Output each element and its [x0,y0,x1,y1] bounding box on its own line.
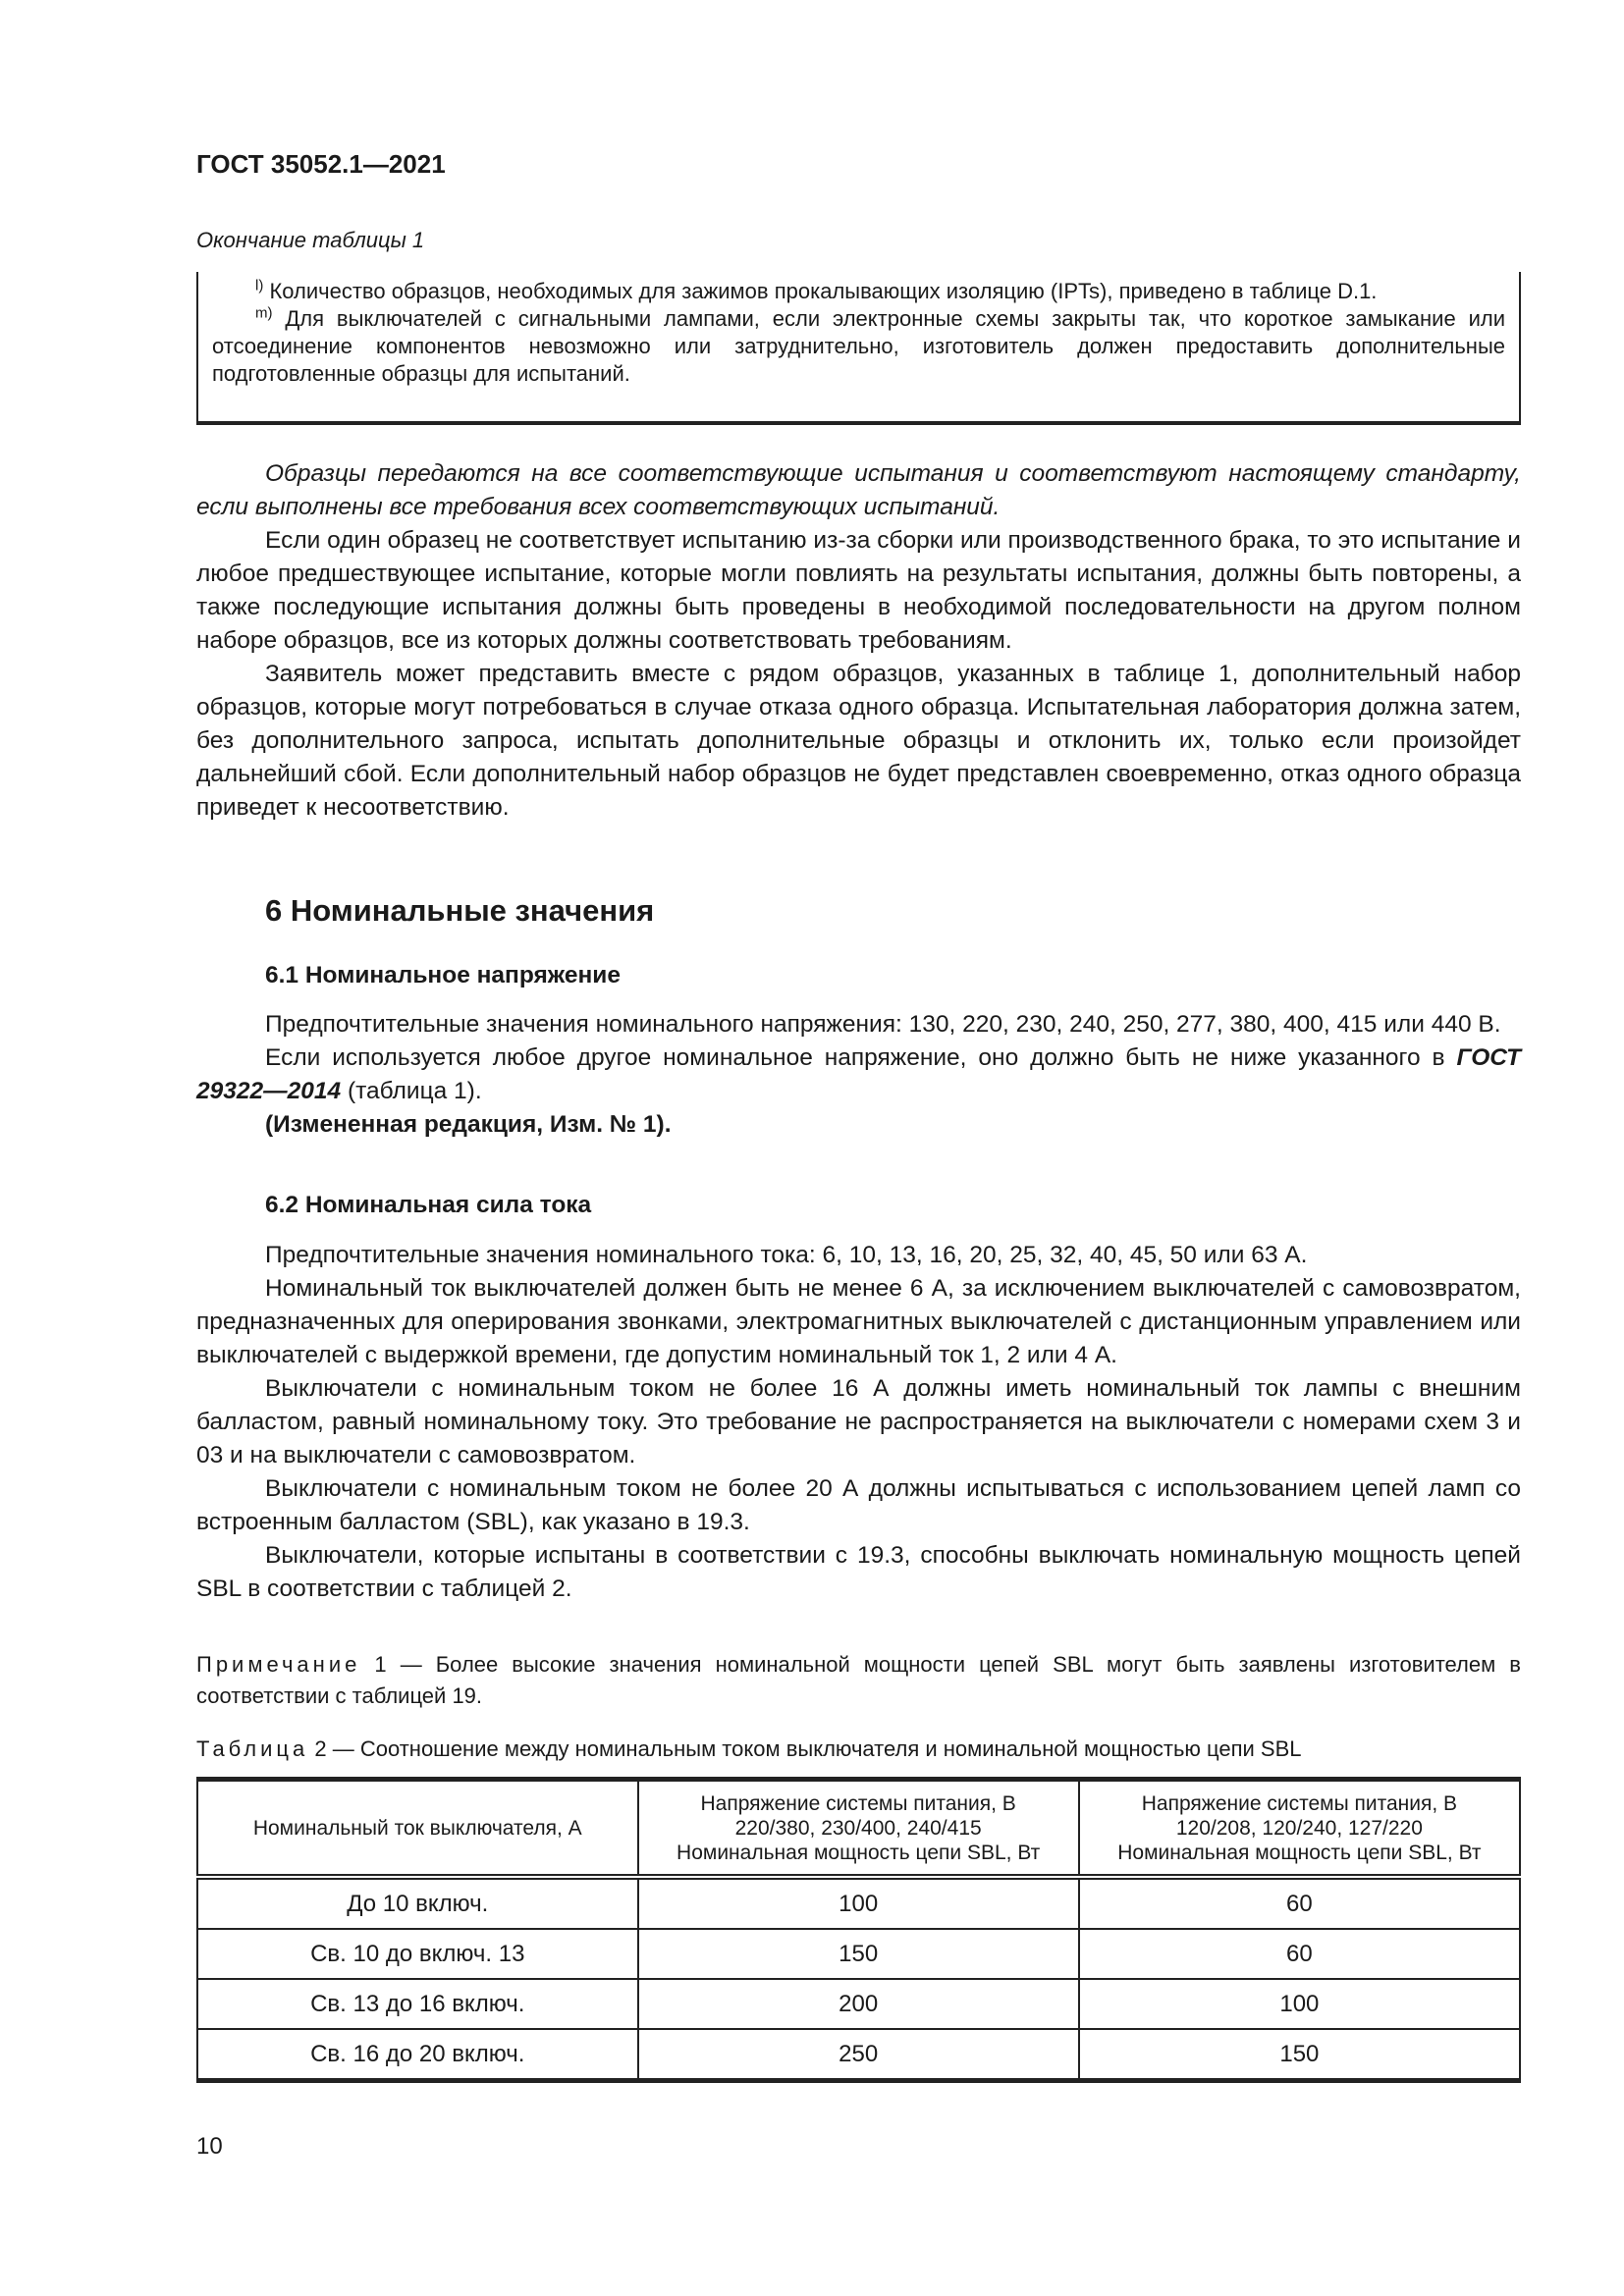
note-label: Примечание [196,1652,361,1677]
intro-text [196,457,1521,825]
table-cell: 60 [1079,1929,1520,1979]
section-6-2-text [196,1239,1521,1606]
table-cell: Св. 10 до включ. 13 [197,1929,638,1979]
footnote [212,305,1505,388]
note-text: 1 — Более высокие значения номинальной мощности цепей SBL могут быть заявлены изготовителем в соответствии с таблицей 19. [196,1652,1521,1708]
table-row [197,1979,1520,2029]
table-row [197,2029,1520,2079]
document-header: ГОСТ 35052.1—2021 [196,149,446,179]
table-row [197,1877,1520,1929]
footnote-text: Для выключателей с сигнальными лампами, если электронные схемы закрыты так, что короткое замыкание или отсоединение компонентов невозможно или затруднительно, изготовитель должен предоставить дополнительные подготовленные образцы для испытаний. [212,306,1505,386]
paragraph: Предпочтительные значения номинального напряжения: 130, 220, 230, 240, 250, 277, 380, 400, 415 или 440 В. [265,1011,1501,1038]
amendment-note: (Измененная редакция, Изм. № 1). [265,1111,672,1138]
table-2 [196,1777,1521,2083]
table-cell: 150 [638,1929,1079,1979]
footnote-mark: m) [255,304,273,322]
table-cell: До 10 включ. [197,1877,638,1929]
subsection-heading: 6.1 Номинальное напряжение [265,962,621,988]
text: (таблица 1). [341,1078,482,1104]
table-label: Таблица [196,1736,309,1761]
table-header-row [197,1781,1520,1877]
table1-footnotes [196,272,1521,425]
footnote-mark: l) [255,277,264,294]
table-cell: 60 [1079,1877,1520,1929]
table-cell: 150 [1079,2029,1520,2079]
section-heading: 6 Номинальные значения [265,893,655,928]
table-cell: Св. 16 до 20 включ. [197,2029,638,2079]
table-cell: 200 [638,1979,1079,2029]
subsection-heading: 6.2 Номинальная сила тока [265,1192,592,1218]
text: Если используется любое другое номинальное напряжение, оно должно быть не ниже указанного в [265,1044,1457,1071]
table-cell: 100 [638,1877,1079,1929]
reference-link: ГОСТ 29322—2014 [196,1044,1521,1104]
page-number: 10 [196,2133,223,2160]
paragraph: Номинальный ток выключателей должен быть не менее 6 А, за исключением выключателей с самовозвратом, предназначенных для оперирования звонками, электромагнитных выключателей с дистанционным управлением или выключателей с выдержкой времени, где допустим номинальный ток 1, 2 или 4 А. [196,1275,1521,1368]
paragraph: Выключатели с номинальным током не более 16 А должны иметь номинальный ток лампы с внешним балластом, равный номинальному току. Это требование не распространяется на выключатели с номерами схем 3 и 03 и на выключатели с самовозвратом. [196,1375,1521,1468]
table-caption [196,1734,1521,1765]
column-header: Номинальный ток выключателя, А [197,1781,638,1877]
footnote-text: Количество образцов, необходимых для зажимов прокалывающих изоляцию (IPTs), приведено в таблице D.1. [269,279,1378,303]
note [196,1649,1521,1712]
paragraph: Предпочтительные значения номинального тока: 6, 10, 13, 16, 20, 25, 32, 40, 45, 50 или 63 А. [265,1242,1308,1268]
section-6-1-text [196,1008,1521,1142]
italic-paragraph: Образцы передаются на все соответствующие испытания и соответствуют настоящему стандарту, если выполнены все требования всех соответствующих испытаний. [196,460,1521,520]
paragraph: Выключатели, которые испытаны в соответствии с 19.3, способны выключать номинальную мощность цепей SBL в соответствии с таблицей 2. [196,1542,1521,1602]
table-row [197,1929,1520,1979]
paragraph: Заявитель может представить вместе с рядом образцов, указанных в таблице 1, дополнительный набор образцов, которые могут потребоваться в случае отказа одного образца. Испытательная лаборатория должна затем, без дополнительного запроса, испытать дополнительные образцы и отклонить их, только если произойдет дальнейший сбой. Если дополнительный набор образцов не будет представлен своевременно, отказ одного образца приведет к несоответствию. [196,661,1521,821]
paragraph: Если один образец не соответствует испытанию из-за сборки или производственного брака, то это испытание и любое предшествующее испытание, которые могли повлиять на результаты испытания, должны быть повторены, а также последующие испытания должны быть проведены в необходимой последовательности на другом полном наборе образцов, все из которых должны соответствовать требованиям. [196,527,1521,654]
table-cell: 250 [638,2029,1079,2079]
column-header: Напряжение системы питания, В 120/208, 120/240, 127/220 Номинальная мощность цепи SBL, Вт [1079,1781,1520,1877]
table-cell: Св. 13 до 16 включ. [197,1979,638,2029]
paragraph [196,1041,1521,1108]
table-caption-text: 2 — Соотношение между номинальным током выключателя и номинальной мощностью цепи SBL [308,1736,1302,1761]
footnote [212,278,1505,305]
table-cell: 100 [1079,1979,1520,2029]
table-continuation-label: Окончание таблицы 1 [196,228,425,252]
paragraph: Выключатели с номинальным током не более 20 А должны испытываться с использованием цепей ламп со встроенным балластом (SBL), как указано в 19.3. [196,1475,1521,1535]
column-header: Напряжение системы питания, В 220/380, 230/400, 240/415 Номинальная мощность цепи SBL, Вт [638,1781,1079,1877]
